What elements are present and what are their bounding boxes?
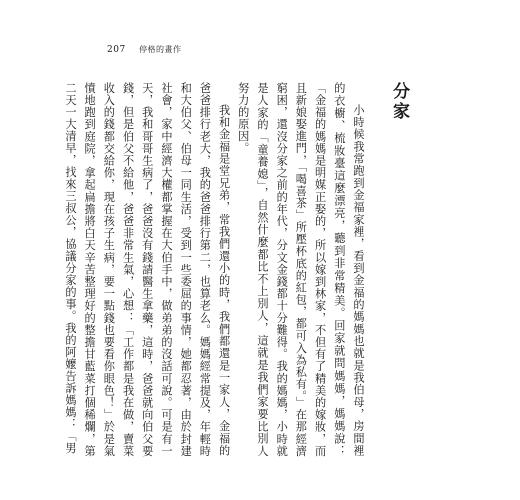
paragraph-cousins: 我和金福是堂兄弟，常我們還小的時，我們都還是一家人，金福的爸爸排行老大，我的爸爸排行第二，也算老么。媽媽經常提及，年輕時和大伯父、伯母一同生活，受到一些委屈的事情，她都忍著，由於封建社會，家中經濟大權都掌握在大伯手中，做弟弟的沒話可說。可是有一天，我和哥哥生病了，爸爸沒有錢請醫生拿藥，這時，爸爸就向伯父要錢，但是伯父不給他，爸爸非常生氣，心想：「工作都是我在做，賣菜收入的錢都交給你，現在孩子生病，要一點錢也要看你眼色！」於是氣憤地跑到庭院，拿起扁擔將白天辛苦整理好的整擔甘藍菜打個稀爛，第二天一大清早，找來三叔公，協議分家的事。我的阿嬤告訴媽媽：「男 [63, 82, 231, 457]
running-title: 停格的畫作 [139, 45, 182, 54]
vertical-text-body [61, 82, 410, 457]
page-header [107, 44, 182, 55]
paragraph-childhood: 小時候我常跑到金福家裡，看到金福的媽媽也就是我伯母，房間裡的衣櫥、梳妝臺這麼漂亮，聽到非常精美。回家就問媽媽，媽媽說：「金福的媽媽是明媒正娶的，所以嫁到林家，不但有了精美的嫁妝，而且新娘娶進門，「喝喜茶」所壓杯底的紅包，都可入為私有。」在那經濟窮困，還沒分家之前的年代，分文金錢都十分難得。我的媽媽，小時就是人家的「童養媳」，自然什麼都比不上別人，這就是我們家要比別人努力的原因。 [236, 82, 365, 457]
chapter-title: 分家 [389, 82, 409, 122]
page-number: 207 [107, 45, 126, 55]
